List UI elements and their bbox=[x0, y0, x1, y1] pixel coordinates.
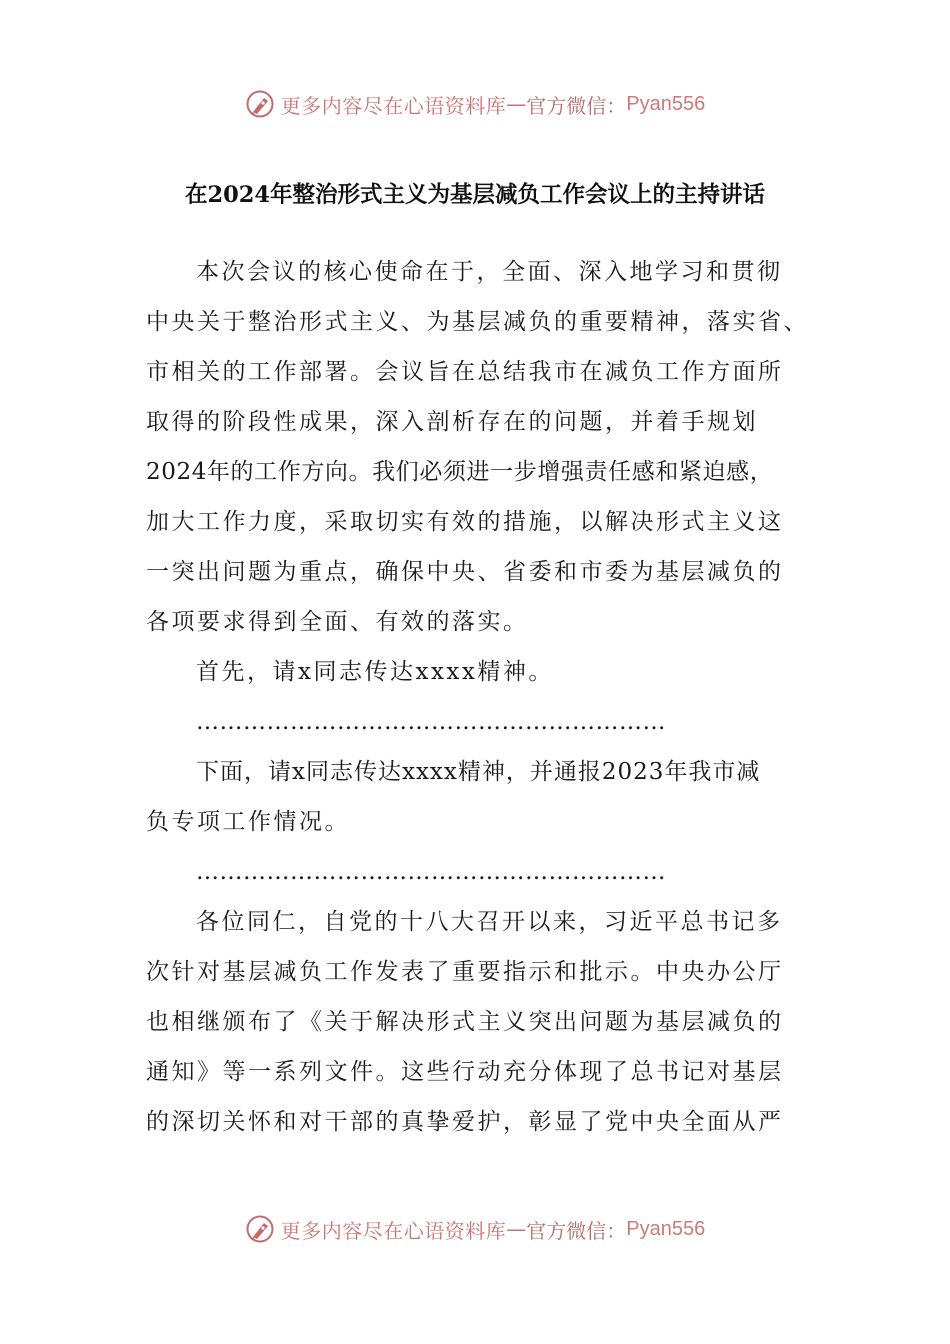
watermark-wechat-id: Pyan556 bbox=[626, 1217, 706, 1240]
pen-nib-icon bbox=[245, 89, 275, 119]
paragraph-line: 通知》等一系列文件。这些行动充分体现了总书记对基层 bbox=[146, 1059, 784, 1085]
paragraph-line: 取得的阶段性成果，深入剖析存在的问题，并着手规划 bbox=[146, 409, 758, 435]
watermark-dash: — bbox=[506, 1217, 527, 1241]
ellipsis-separator: …………………………………………………… bbox=[196, 709, 666, 735]
ellipsis-separator: …………………………………………………… bbox=[196, 859, 666, 885]
paragraph-line: 加大工作力度，采取切实有效的措施，以解决形式主义这 bbox=[146, 509, 784, 535]
paragraph-line: 一突出问题为重点，确保中央、省委和市委为基层减负的 bbox=[146, 559, 784, 585]
paragraph-line: 的深切关怀和对干部的真挚爱护，彰显了党中央全面从严 bbox=[146, 1109, 784, 1135]
watermark-wechat-label: 官方微信： bbox=[526, 1218, 627, 1243]
paragraph-line: 次针对基层减负工作发表了重要指示和批示。中央办公厅 bbox=[146, 959, 784, 985]
document-body bbox=[146, 247, 809, 1147]
pen-nib-icon bbox=[245, 1214, 275, 1244]
paragraph-line: 首先，请x同志传达xxxx精神。 bbox=[196, 659, 554, 685]
watermark-wechat-id: Pyan556 bbox=[626, 92, 706, 115]
footer-watermark bbox=[0, 1209, 950, 1249]
header-watermark bbox=[0, 84, 950, 124]
paragraph-line: 负专项工作情况。 bbox=[146, 809, 350, 835]
paragraph-line: 本次会议的核心使命在于，全面、深入地学习和贯彻 bbox=[196, 259, 783, 285]
document-title: 在2024年整治形式主义为基层减负工作会议上的主持讲话 bbox=[184, 182, 766, 208]
watermark-dash: — bbox=[506, 92, 527, 116]
paragraph-line: 中央关于整治形式主义、为基层减负的重要精神，落实省、 bbox=[146, 309, 809, 335]
paragraph-line: 也相继颁布了《关于解决形式主义突出问题为基层减负的 bbox=[146, 1009, 784, 1035]
watermark-wechat-label: 官方微信： bbox=[526, 93, 627, 118]
paragraph-line: 市相关的工作部署。会议旨在总结我市在减负工作方面所 bbox=[146, 359, 784, 385]
paragraph-line: 各项要求得到全面、有效的落实。 bbox=[146, 609, 529, 635]
paragraph-line: 下面，请x同志传达xxxx精神，并通报2023年我市减 bbox=[196, 759, 761, 785]
paragraph-line: 2024年的工作方向。我们必须进一步增强责任感和紧迫感， bbox=[146, 459, 774, 485]
watermark-brand-text: 更多内容尽在心语资料库 bbox=[280, 93, 507, 118]
watermark-brand-text: 更多内容尽在心语资料库 bbox=[280, 1218, 507, 1243]
paragraph-line: 各位同仁，自党的十八大召开以来，习近平总书记多 bbox=[196, 909, 783, 935]
